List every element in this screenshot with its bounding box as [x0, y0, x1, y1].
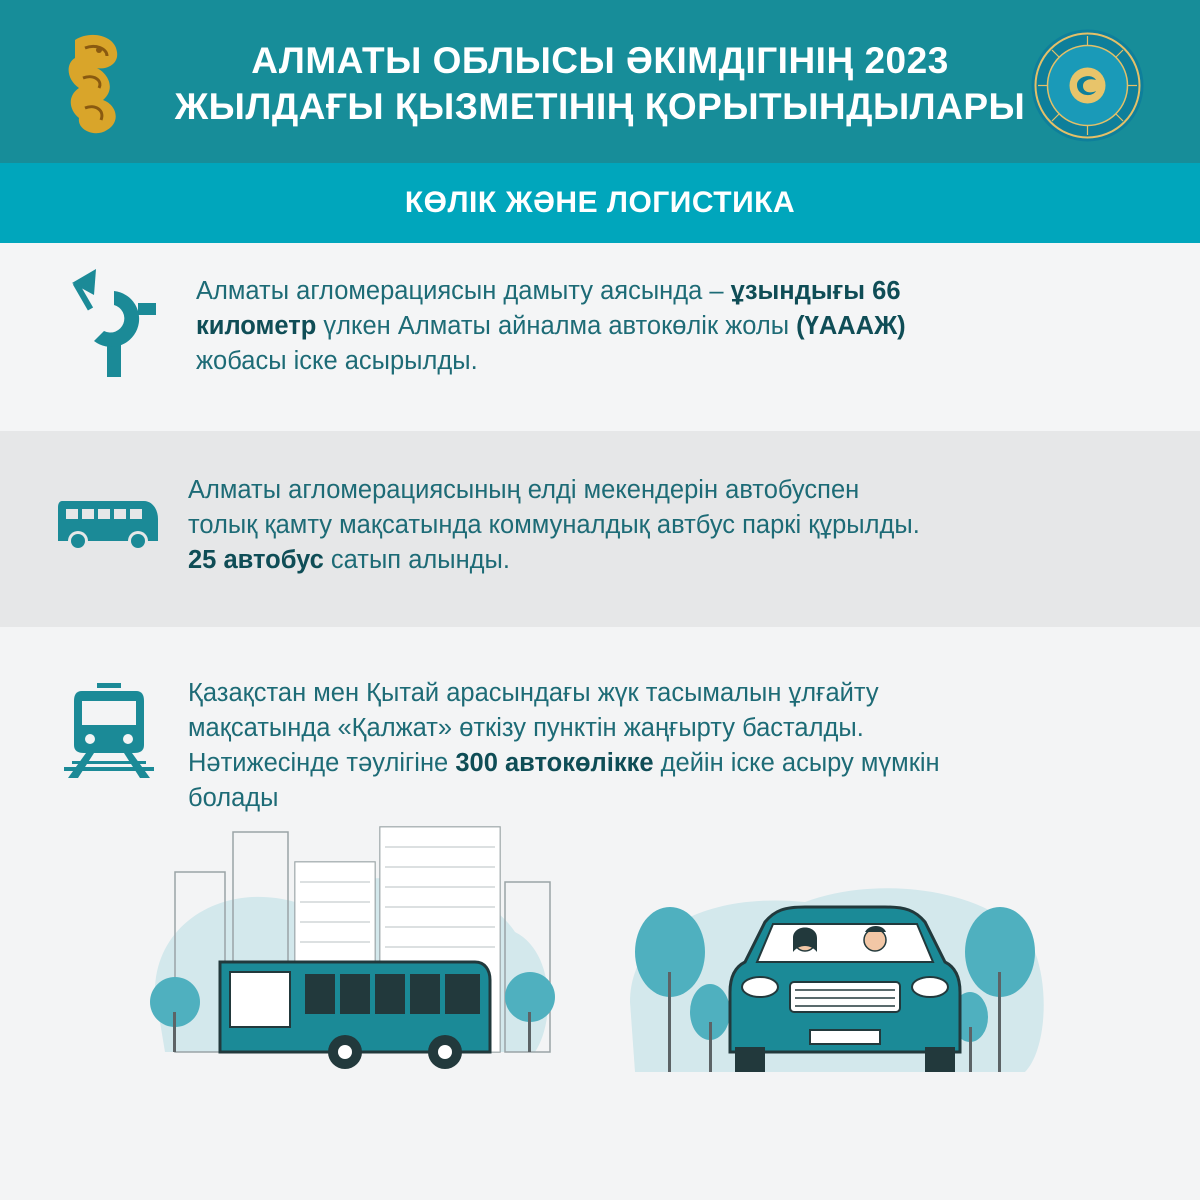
text-line: Қазақстан мен Қытай арасындағы жүк тасымалын ұлғайту [188, 679, 879, 707]
info-item-ring-road [0, 243, 1200, 431]
bold-span: 300 автокөлікке [455, 749, 654, 777]
section-title-bar [0, 163, 1200, 243]
text-span: сатып алынды. [323, 546, 510, 574]
info-item-bus-fleet [0, 431, 1200, 627]
page-title [140, 38, 1060, 130]
text-line: мақсатында «Қалжат» өткізу пунктін жаңғырту басталды. [188, 714, 864, 742]
text-line: толық қамту мақсатында коммуналдық автбус паркі құрылды. [188, 511, 920, 539]
bus-fleet-text [188, 473, 1178, 578]
bold-span: 25 автобус [188, 546, 324, 574]
text-span: Нәтижесінде тәулігіне [188, 749, 456, 777]
text-line [188, 543, 1178, 578]
title-line-1: АЛМАТЫ ОБЛЫСЫ ӘКІМДІГІНІҢ 2023 [251, 40, 949, 81]
text-line [196, 274, 1156, 309]
snow-leopard-emblem-icon [55, 30, 135, 140]
car-illustration-icon [625, 852, 1050, 1082]
title-line-2: ЖЫЛДАҒЫ ҚЫЗМЕТІНІҢ ҚОРЫТЫНДЫЛАРЫ [174, 86, 1026, 127]
bus-icon [56, 501, 158, 551]
kalzhat-text [188, 676, 1178, 816]
header-banner [0, 0, 1200, 163]
text-span: Алматы агломерациясын дамыту аясында – [196, 277, 731, 305]
text-line: болады [188, 784, 279, 812]
text-line [188, 746, 1178, 781]
text-span: үлкен Алматы айналма автокөлік жолы [316, 312, 797, 340]
city-bus-illustration-icon [145, 822, 565, 1082]
region-seal-icon [1030, 28, 1145, 143]
info-item-kalzhat [0, 627, 1200, 1200]
text-line: жобасы іске асырылды. [196, 347, 478, 375]
section-title: КӨЛІК ЖӘНЕ ЛОГИСТИКА [404, 186, 796, 219]
text-span: дейін іске асыру мүмкін [653, 749, 940, 777]
roundabout-icon [72, 269, 162, 377]
train-icon [64, 683, 154, 778]
bold-span: километр [196, 312, 317, 340]
text-line: Алматы агломерациясының елді мекендерін автобуспен [188, 476, 860, 504]
bold-span: ұзындығы 66 [730, 277, 901, 305]
bold-span: (ҮАААЖ) [796, 312, 906, 340]
text-line [196, 309, 1156, 344]
ring-road-text [196, 274, 1156, 379]
